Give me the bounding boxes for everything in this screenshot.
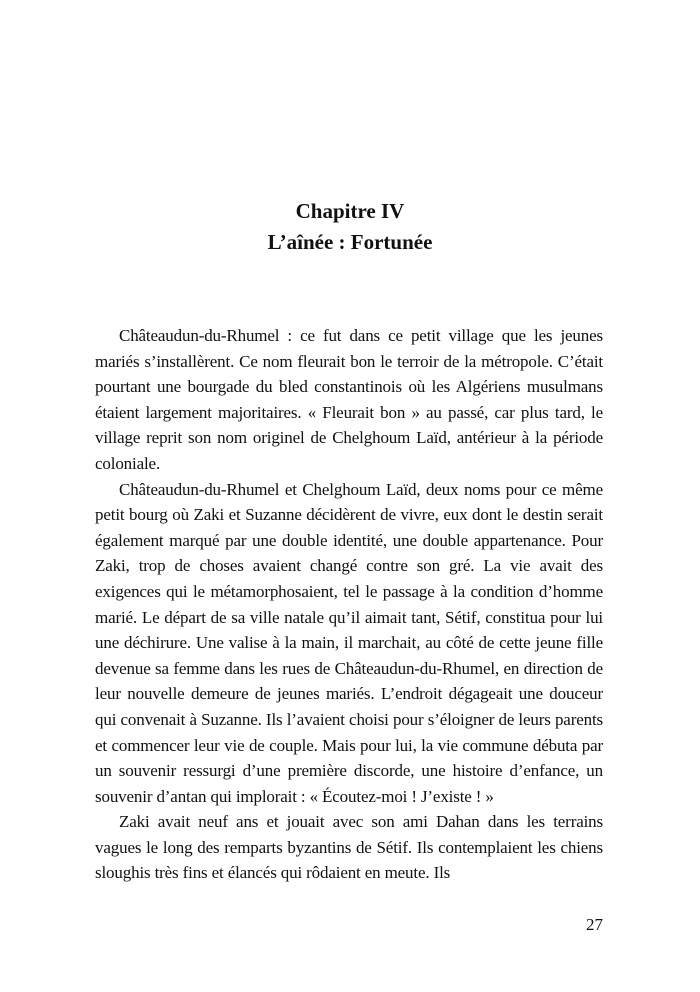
chapter-number: Chapitre IV [295, 199, 405, 223]
paragraph: Zaki avait neuf ans et jouait avec son ami Dahan dans les terrains vagues le long des remparts byzantins de Sétif. Ils contemplaient les chiens sloughis très fins et élancés qui rôdaient en meute. Ils [95, 812, 603, 883]
chapter-heading [0, 196, 700, 258]
page-number: 27 [586, 915, 603, 934]
paragraph: Châteaudun-du-Rhumel : ce fut dans ce petit village que les jeunes mariés s’installèrent. Ce nom fleurait bon le terroir de la métropole. C’était pourtant une bourgade du bled constantinois où les Algériens musulmans étaient largement majoritaires. « Fleurait bon » au passé, car plus tard, le village reprit son nom originel de Chelghoum Laïd, antérieur à la période coloniale. [95, 326, 603, 473]
chapter-title: L’aînée : Fortunée [267, 230, 433, 254]
paragraph: Châteaudun-du-Rhumel et Chelghoum Laïd, deux noms pour ce même petit bourg où Zaki et Suzanne décidèrent de vivre, eux dont le destin serait également marqué par une double identité, une double appartenance. Pour Zaki, trop de choses avaient changé contre son gré. La vie avait des exigences qui le métamorphosaient, tel le passage à la condition d’homme marié. Le départ de sa ville natale qu’il aimait tant, Sétif, constitua pour lui une déchirure. Une valise à la main, il marchait, au côté de cette jeune fille devenue sa femme dans les rues de Châteaudun-du-Rhumel, en direction de leur nouvelle demeure de jeunes mariés. L’endroit dégageait une douceur qui convenait à Suzanne. Ils l’avaient choisi pour s’éloigner de leurs parents et commencer leur vie de couple. Mais pour lui, la vie commune débuta par un souvenir ressurgi d’une première discorde, une histoire d’enfance, un souvenir d’antan qui implorait : « Écoutez-moi ! J’existe ! » [95, 479, 603, 806]
chapter-body [95, 323, 603, 886]
